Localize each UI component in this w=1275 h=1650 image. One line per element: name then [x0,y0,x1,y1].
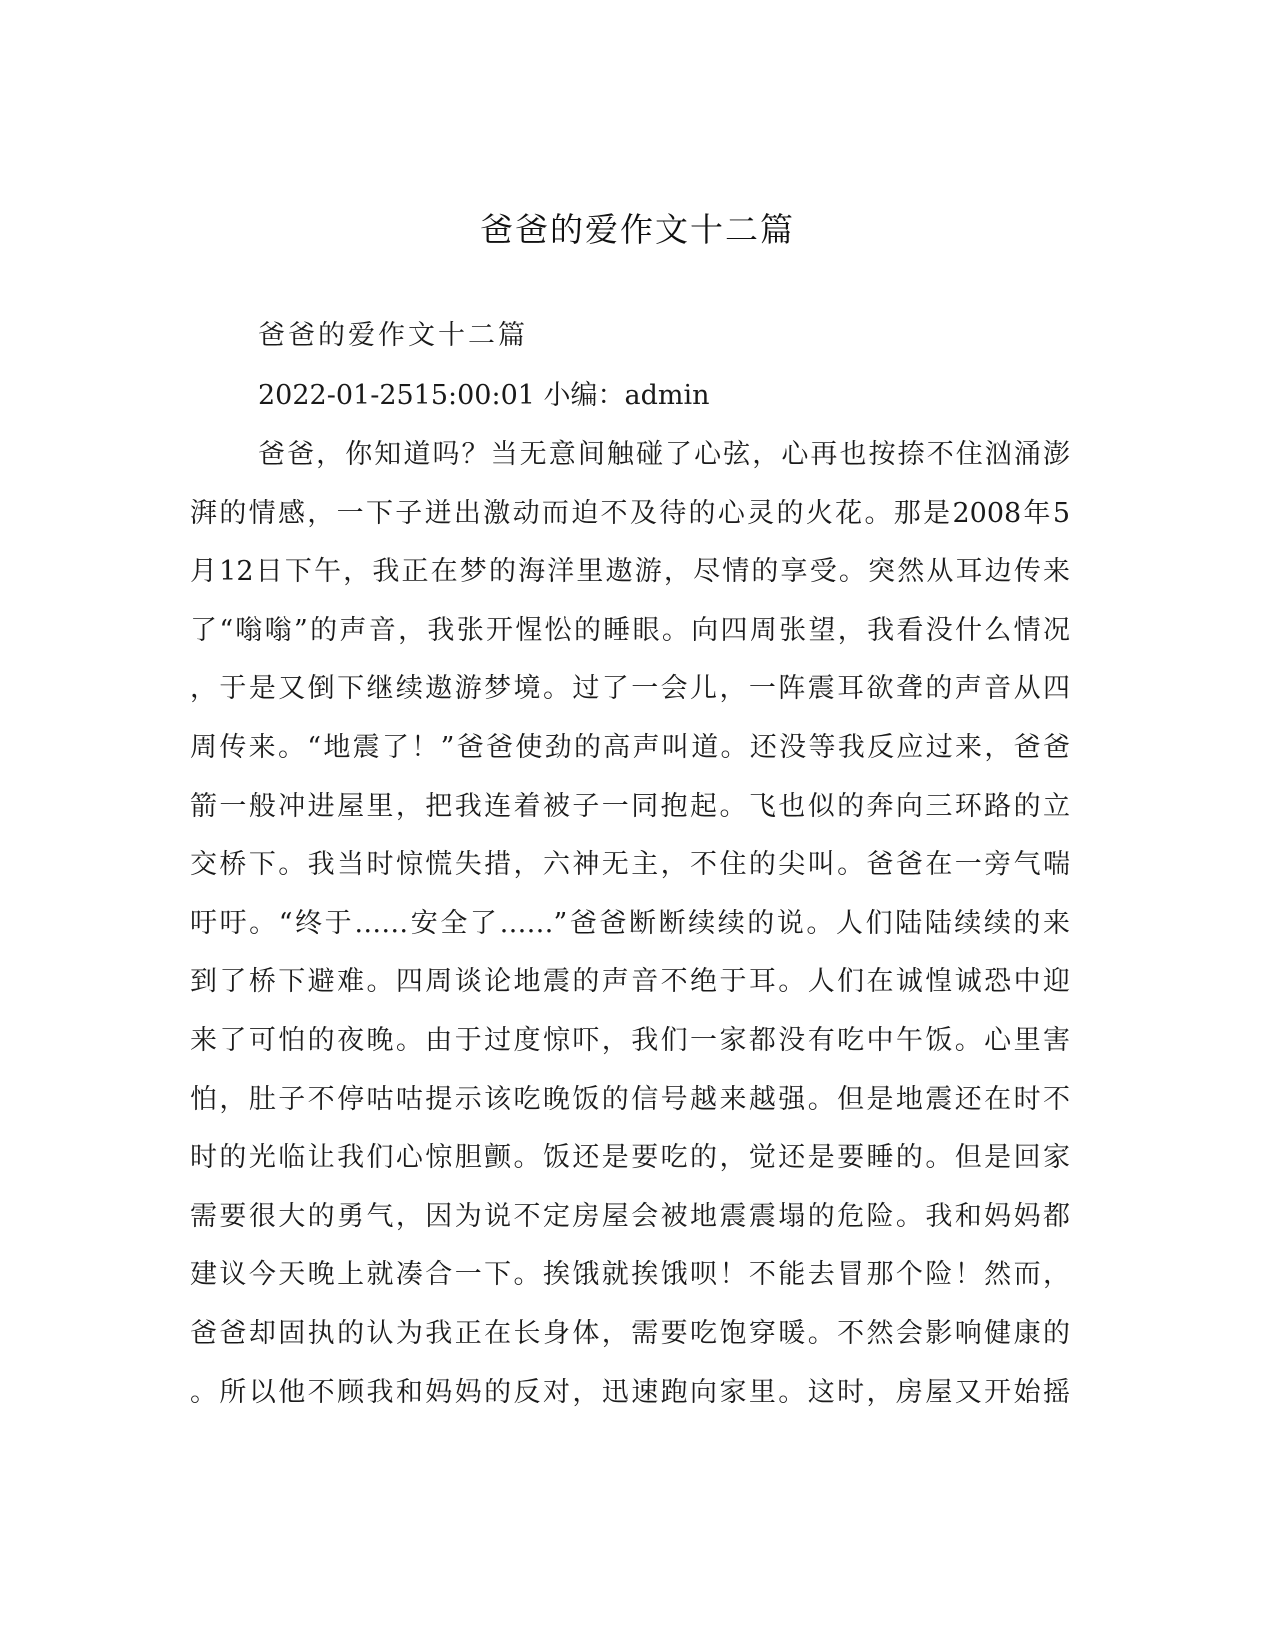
body-line: 交桥下。我当时惊慌失措，六神无主，不住的尖叫。爸爸在一旁气喘 [190,849,1070,881]
page-title: 爸爸的爱作文十二篇 [480,210,795,249]
body-line: 时的光临让我们心惊胆颤。饭还是要吃的，觉还是要睡的。但是回家 [190,1142,1070,1174]
body-line: 建议今天晚上就凑合一下。挨饿就挨饿呗！不能去冒那个险！然而， [190,1259,1070,1291]
body-line: 需要很大的勇气，因为说不定房屋会被地震震塌的危险。我和妈妈都 [190,1200,1070,1232]
body-line: 湃的情感，一下子迸出激动而迫不及待的心灵的火花。那是2008年5 [190,497,1070,529]
body-line: 爸爸却固执的认为我正在长身体，需要吃饱穿暖。不然会影响健康的 [190,1318,1070,1349]
body-line: 吁吁。“终于……安全了……”爸爸断断续续的说。人们陆陆续续的来 [190,907,1070,939]
body-line: 了“嗡嗡”的声音，我张开惺忪的睡眼。向四周张望，我看没什么情况 [190,614,1070,646]
body-line: ，于是又倒下继续遨游梦境。过了一会儿，一阵震耳欲聋的声音从四 [190,673,1070,705]
article-subtitle: 爸爸的爱作文十二篇 [258,320,528,351]
body-line: 箭一般冲进屋里，把我连着被子一同抱起。飞也似的奔向三环路的立 [190,790,1070,822]
body-line: 月12日下午，我正在梦的海洋里遨游，尽情的享受。突然从耳边传来 [190,556,1070,588]
body-line: 来了可怕的夜晚。由于过度惊吓，我们一家都没有吃中午饭。心里害 [190,1025,1070,1056]
article-meta: 2022-01-2515:00:01 小编：admin [258,380,710,411]
body-line: 爸爸，你知道吗？当无意间触碰了心弦，心再也按捺不住汹涌澎 [258,439,1070,470]
body-line: 怕，肚子不停咕咕提示该吃晚饭的信号越来越强。但是地震还在时不 [190,1083,1070,1115]
body-line: 周传来。“地震了！”爸爸使劲的高声叫道。还没等我反应过来，爸爸 [190,732,1070,763]
body-line: 。所以他不顾我和妈妈的反对，迅速跑向家里。这时，房屋又开始摇 [190,1376,1070,1408]
body-line: 到了桥下避难。四周谈论地震的声音不绝于耳。人们在诚惶诚恐中迎 [190,966,1070,998]
